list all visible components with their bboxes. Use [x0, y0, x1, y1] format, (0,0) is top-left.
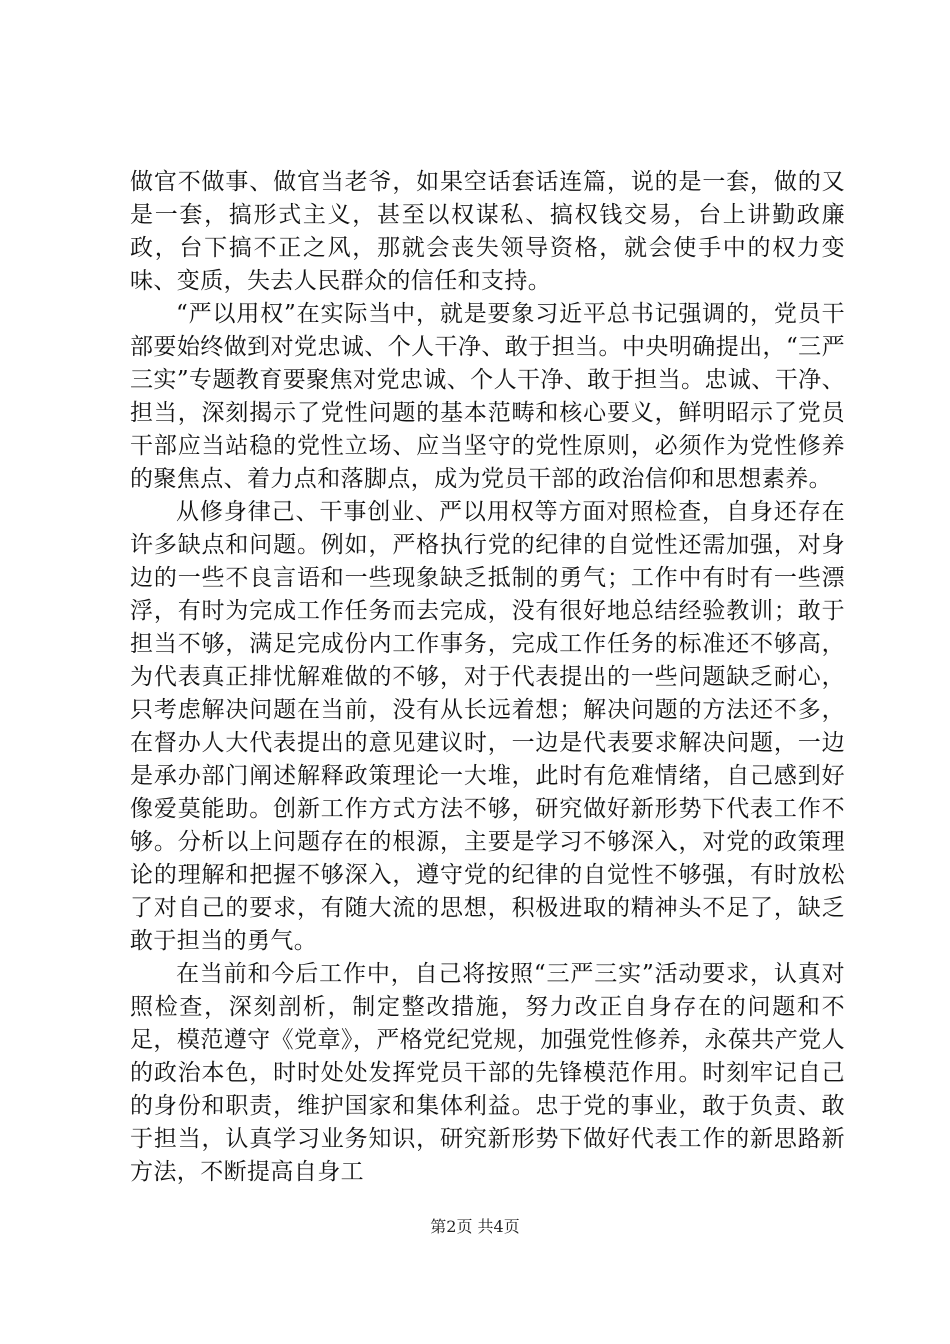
page-number: 第2页 共4页	[430, 1217, 520, 1236]
document-body	[130, 166, 845, 1189]
paragraph-3: 从修身律己、干事创业、严以用权等方面对照检查，自身还存在许多缺点和问题。例如，严格执行党的纪律的自觉性还需加强，对身边的一些不良言语和一些现象缺乏抵制的勇气；工作中有时有一些漂浮，有时为完成工作任务而去完成，没有很好地总结经验教训；敢于担当不够，满足完成份内工作事务，完成工作任务的标准还不够高，为代表真正排忧解难做的不够，对于代表提出的一些问题缺乏耐心，只考虑解决问题在当前，没有从长远着想；解决问题的方法还不多，在督办人大代表提出的意见建议时，一边是代表要求解决问题，一边是承办部门阐述解释政策理论一大堆，此时有危难情绪，自己感到好像爱莫能助。创新工作方式方法不够，研究做好新形势下代表工作不够。分析以上问题存在的根源，主要是学习不够深入，对党的政策理论的理解和把握不够深入，遵守党的纪律的自觉性不够强，有时放松了对自己的要求，有随大流的思想，积极进取的精神头不足了，缺乏敢于担当的勇气。	[130, 499, 845, 954]
paragraph-2: “严以用权”在实际当中，就是要象习近平总书记强调的，党员干部要始终做到对党忠诚、个人干净、敢于担当。中央明确提出，“三严三实”专题教育要聚焦对党忠诚、个人干净、敢于担当。忠诚、干净、担当，深刻揭示了党性问题的基本范畴和核心要义，鲜明昭示了党员干部应当站稳的党性立场、应当坚守的党性原则，必须作为党性修养的聚焦点、着力点和落脚点，成为党员干部的政治信仰和思想素养。	[130, 301, 845, 492]
paragraph-4: 在当前和今后工作中，自己将按照“三严三实”活动要求，认真对照检查，深刻剖析，制定整改措施，努力改正自身存在的问题和不足，模范遵守《党章》，严格党纪党规，加强党性修养，永葆共产党人的政治本色，时时处处发挥党员干部的先锋模范作用。时刻牢记自己的身份和职责，维护国家和集体利益。忠于党的事业，敢于负责、敢于担当，认真学习业务知识，研究新形势下做好代表工作的新思路新方法，不断提高自身工	[130, 961, 845, 1185]
page-footer	[0, 1216, 950, 1238]
paragraph-1: 做官不做事、做官当老爷，如果空话套话连篇，说的是一套，做的又是一套，搞形式主义，甚至以权谋私、搞权钱交易，台上讲勤政廉政，台下搞不正之风，那就会丧失领导资格，就会使手中的权力变味、变质，失去人民群众的信任和支持。	[130, 169, 845, 294]
